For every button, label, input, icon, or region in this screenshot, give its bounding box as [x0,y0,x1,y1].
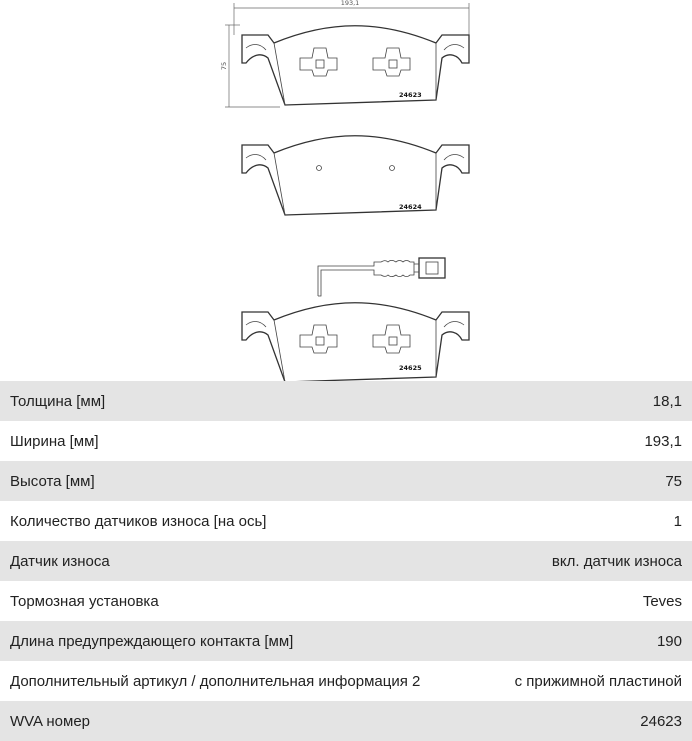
spec-label: Тормозная установка [10,592,159,610]
brake-pad-1 [242,26,469,105]
spec-label: Ширина [мм] [10,432,99,450]
spec-label: Датчик износа [10,552,110,570]
spec-value: вкл. датчик износа [551,552,682,570]
brake-pad-3 [242,258,469,381]
wear-sensor [318,258,445,296]
spec-value: с прижимной пластиной [514,672,682,690]
spec-label: Толщина [мм] [10,392,106,410]
spec-value: 24623 [640,712,682,730]
spec-row-width [0,421,692,461]
spec-label: WVA номер [10,712,91,730]
spec-row-thickness [0,381,692,421]
brake-pad-2 [242,136,469,215]
spec-label: Длина предупреждающего контакта [мм] [10,632,294,650]
spec-value: 193,1 [644,432,682,450]
spec-value: 18,1 [652,392,682,410]
spec-label: Количество датчиков износа [на ось] [10,512,267,530]
width-dimension [234,0,469,35]
spec-label: Дополнительный артикул / дополнительная информация 2 [10,672,421,690]
spec-row-wear-sensor [0,541,692,581]
spec-row-additional-info [0,661,692,701]
spec-row-wear-sensor-count [0,501,692,541]
spec-label: Высота [мм] [10,472,95,490]
height-dimension-label: 75 [220,61,228,71]
width-dimension-label: 193,1 [340,0,360,7]
spec-row-contact-length [0,621,692,661]
spec-row-height [0,461,692,501]
spec-value: 75 [665,472,682,490]
pad-3-code: 24625 [399,364,422,372]
spec-value: 190 [656,632,682,650]
pad-1-code: 24623 [399,91,422,99]
spec-row-wva-number [0,701,692,741]
spec-row-brake-system [0,581,692,621]
spec-value: Teves [642,592,682,610]
specifications-table [0,381,692,741]
spec-value: 1 [673,512,682,530]
pad-2-code: 24624 [399,203,422,211]
